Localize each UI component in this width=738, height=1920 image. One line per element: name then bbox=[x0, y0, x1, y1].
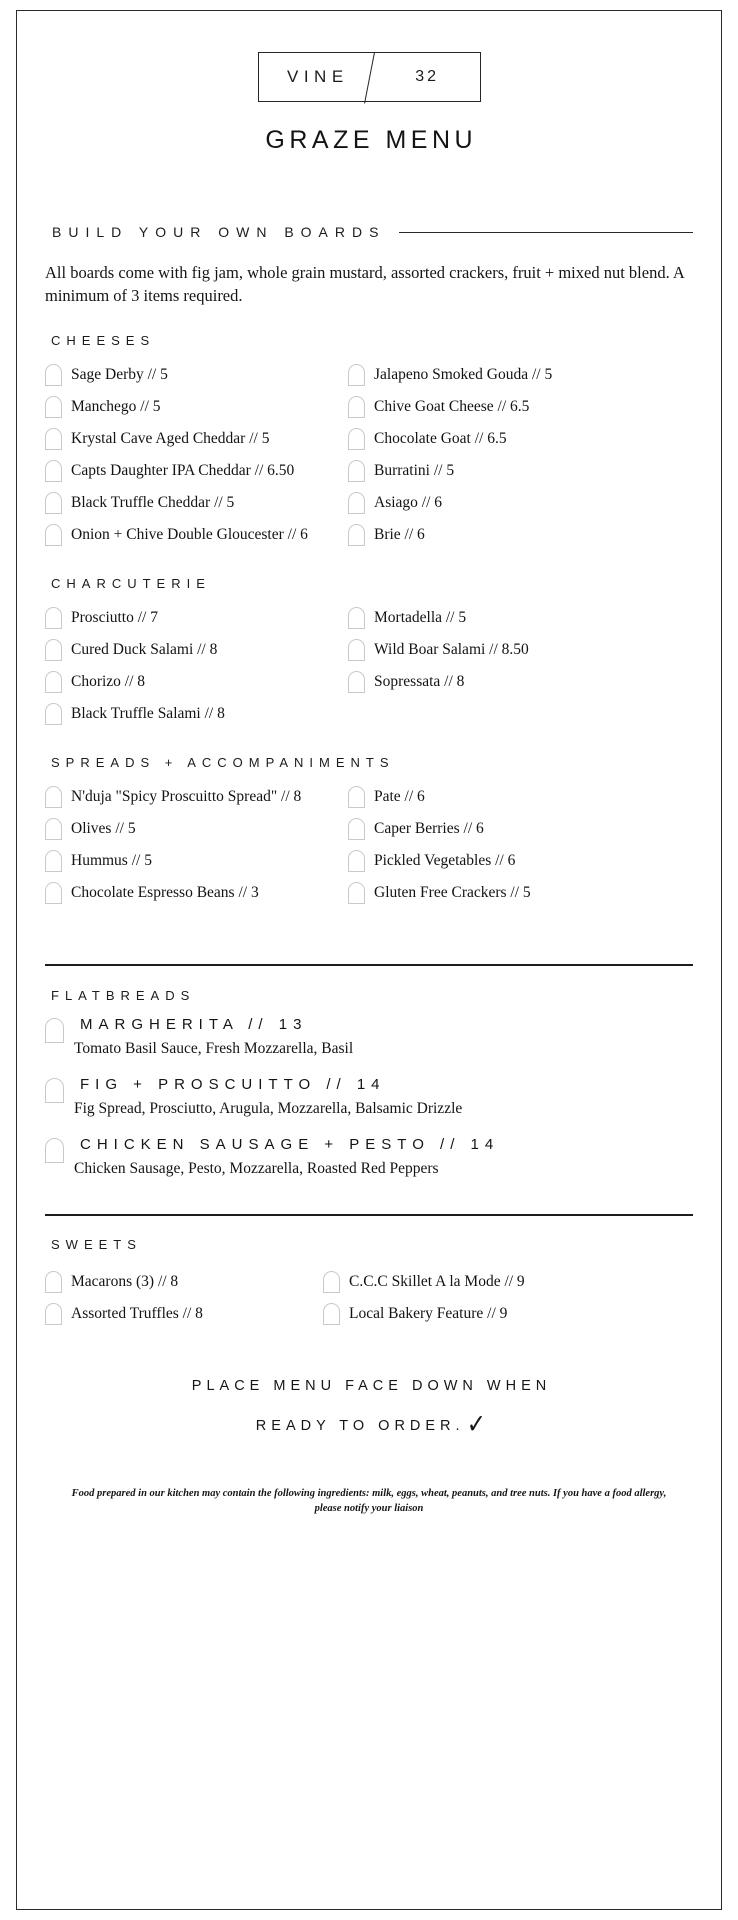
checkbox-arch-icon[interactable] bbox=[45, 1138, 64, 1163]
list-item[interactable] bbox=[348, 423, 693, 455]
subsection-title-cheeses: CHEESES bbox=[51, 332, 156, 348]
logo-box bbox=[258, 52, 481, 102]
menu-sheet bbox=[17, 11, 721, 1909]
checkbox-arch-icon[interactable] bbox=[348, 396, 365, 418]
checkbox-arch-icon[interactable] bbox=[45, 1303, 62, 1325]
item-label: Local Bakery Feature // 9 bbox=[349, 1305, 508, 1323]
item-label: Onion + Chive Double Gloucester // 6 bbox=[71, 526, 308, 544]
logo-name: VINE bbox=[287, 67, 349, 86]
list-item[interactable] bbox=[348, 877, 693, 909]
flatbread-description: Fig Spread, Prosciutto, Arugula, Mozzarella, Balsamic Drizzle bbox=[74, 1099, 463, 1117]
footer-instruction-line2 bbox=[45, 1400, 693, 1450]
list-item[interactable] bbox=[348, 634, 693, 666]
checkbox-arch-icon[interactable] bbox=[348, 460, 365, 482]
checkbox-arch-icon[interactable] bbox=[45, 460, 62, 482]
board-description: All boards come with fig jam, whole grain mustard, assorted crackers, fruit + mixed nut blend. A minimum of 3 items required. bbox=[45, 263, 684, 306]
list-item[interactable] bbox=[348, 602, 693, 634]
list-item[interactable] bbox=[45, 391, 348, 423]
flatbread-name: MARGHERITA // 13 bbox=[80, 1015, 308, 1033]
item-label: Burratini // 5 bbox=[374, 462, 455, 480]
checkbox-arch-icon[interactable] bbox=[348, 818, 365, 840]
list-item[interactable] bbox=[348, 359, 693, 391]
subsection-title-sweets: SWEETS bbox=[51, 1236, 142, 1252]
list-item[interactable] bbox=[45, 1298, 323, 1330]
item-label: Assorted Truffles // 8 bbox=[71, 1305, 203, 1323]
list-item[interactable] bbox=[323, 1298, 693, 1330]
item-label: Sage Derby // 5 bbox=[71, 366, 168, 384]
list-item[interactable] bbox=[348, 455, 693, 487]
checkbox-arch-icon[interactable] bbox=[45, 1018, 64, 1043]
checkbox-arch-icon[interactable] bbox=[45, 1271, 62, 1293]
list-item[interactable] bbox=[45, 813, 348, 845]
item-label: Caper Berries // 6 bbox=[374, 820, 484, 838]
list-item[interactable] bbox=[348, 391, 693, 423]
checkbox-arch-icon[interactable] bbox=[45, 882, 62, 904]
item-label: Capts Daughter IPA Cheddar // 6.50 bbox=[71, 462, 295, 480]
item-label: Chorizo // 8 bbox=[71, 673, 146, 691]
list-item[interactable] bbox=[323, 1266, 693, 1298]
page-border-bottom bbox=[17, 1909, 721, 1910]
checkbox-arch-icon[interactable] bbox=[348, 882, 365, 904]
checkbox-arch-icon[interactable] bbox=[348, 671, 365, 693]
subsection-title-flatbreads: FLATBREADS bbox=[51, 987, 196, 1003]
list-item[interactable] bbox=[45, 1076, 693, 1118]
list-item[interactable] bbox=[45, 359, 348, 391]
checkbox-arch-icon[interactable] bbox=[45, 671, 62, 693]
item-label: Jalapeno Smoked Gouda // 5 bbox=[374, 366, 553, 384]
item-label: Brie // 6 bbox=[374, 526, 425, 544]
item-label: Chocolate Goat // 6.5 bbox=[374, 430, 507, 448]
section-divider bbox=[45, 964, 693, 966]
item-label: Macarons (3) // 8 bbox=[71, 1273, 179, 1291]
item-label: Chocolate Espresso Beans // 3 bbox=[71, 884, 259, 902]
item-label: Krystal Cave Aged Cheddar // 5 bbox=[71, 430, 270, 448]
checkbox-arch-icon[interactable] bbox=[348, 786, 365, 808]
item-label: Pickled Vegetables // 6 bbox=[374, 852, 516, 870]
list-item[interactable] bbox=[45, 845, 348, 877]
logo-number: 32 bbox=[415, 68, 439, 85]
section-title: BUILD YOUR OWN BOARDS bbox=[52, 224, 386, 240]
sweets-item-grid bbox=[45, 1266, 693, 1330]
footer-instruction-line2-text: READY TO ORDER. bbox=[255, 1417, 465, 1434]
header-rule bbox=[399, 232, 693, 233]
list-item[interactable] bbox=[45, 1266, 323, 1298]
item-label: Olives // 5 bbox=[71, 820, 136, 838]
list-item[interactable] bbox=[45, 666, 348, 698]
list-item[interactable] bbox=[348, 666, 693, 698]
spreads-item-grid bbox=[45, 781, 693, 909]
item-label: Black Truffle Cheddar // 5 bbox=[71, 494, 235, 512]
list-item[interactable] bbox=[45, 519, 348, 551]
item-label: Black Truffle Salami // 8 bbox=[71, 705, 225, 723]
list-item[interactable] bbox=[45, 634, 348, 666]
checkbox-arch-icon[interactable] bbox=[45, 639, 62, 661]
checkbox-arch-icon[interactable] bbox=[45, 524, 62, 546]
footer-instruction-line1: PLACE MENU FACE DOWN WHEN bbox=[191, 1377, 552, 1394]
subsection-title-charcuterie: CHARCUTERIE bbox=[51, 575, 211, 591]
flatbread-name: FIG + PROSCUITTO // 14 bbox=[80, 1075, 386, 1093]
list-item[interactable] bbox=[45, 602, 348, 634]
logo-container bbox=[45, 52, 693, 102]
item-label: Gluten Free Crackers // 5 bbox=[374, 884, 531, 902]
charcuterie-item-grid bbox=[45, 602, 693, 730]
list-item[interactable] bbox=[45, 1016, 693, 1058]
checkbox-arch-icon[interactable] bbox=[45, 428, 62, 450]
checkmark-icon: ✓ bbox=[466, 1408, 486, 1439]
footer-instruction bbox=[45, 1373, 693, 1450]
cheese-item-grid bbox=[45, 359, 693, 551]
item-label: N'duja "Spicy Proscuitto Spread" // 8 bbox=[71, 788, 302, 806]
list-item[interactable] bbox=[348, 781, 693, 813]
list-item[interactable] bbox=[45, 698, 348, 730]
flatbread-name: CHICKEN SAUSAGE + PESTO // 14 bbox=[80, 1135, 500, 1153]
checkbox-arch-icon[interactable] bbox=[348, 850, 365, 872]
flatbread-description: Tomato Basil Sauce, Fresh Mozzarella, Basil bbox=[74, 1039, 354, 1057]
list-item[interactable] bbox=[45, 423, 348, 455]
checkbox-arch-icon[interactable] bbox=[45, 1078, 64, 1103]
checkbox-arch-icon[interactable] bbox=[348, 492, 365, 514]
checkbox-arch-icon[interactable] bbox=[348, 524, 365, 546]
checkbox-arch-icon[interactable] bbox=[348, 428, 365, 450]
checkbox-arch-icon[interactable] bbox=[348, 364, 365, 386]
list-item[interactable] bbox=[348, 519, 693, 551]
list-item[interactable] bbox=[45, 781, 348, 813]
list-item[interactable] bbox=[45, 877, 348, 909]
list-item[interactable] bbox=[348, 813, 693, 845]
item-label: Sopressata // 8 bbox=[374, 673, 465, 691]
checkbox-arch-icon[interactable] bbox=[45, 786, 62, 808]
checkbox-arch-icon[interactable] bbox=[323, 1303, 340, 1325]
checkbox-arch-icon[interactable] bbox=[348, 607, 365, 629]
flatbread-list bbox=[45, 1016, 693, 1178]
item-label: Prosciutto // 7 bbox=[71, 609, 158, 627]
list-item[interactable] bbox=[45, 455, 348, 487]
checkbox-arch-icon[interactable] bbox=[45, 607, 62, 629]
list-item[interactable] bbox=[45, 1136, 693, 1178]
item-label: Manchego // 5 bbox=[71, 398, 161, 416]
checkbox-arch-icon[interactable] bbox=[45, 364, 62, 386]
section-divider bbox=[45, 1214, 693, 1216]
checkbox-arch-icon[interactable] bbox=[323, 1271, 340, 1293]
checkbox-arch-icon[interactable] bbox=[348, 639, 365, 661]
item-label: Mortadella // 5 bbox=[374, 609, 467, 627]
flatbread-description: Chicken Sausage, Pesto, Mozzarella, Roasted Red Peppers bbox=[74, 1159, 439, 1177]
item-label: Pate // 6 bbox=[374, 788, 425, 806]
checkbox-arch-icon[interactable] bbox=[45, 396, 62, 418]
page-title: GRAZE MENU bbox=[265, 126, 478, 154]
list-item[interactable] bbox=[348, 487, 693, 519]
item-label: Wild Boar Salami // 8.50 bbox=[374, 641, 529, 659]
checkbox-arch-icon[interactable] bbox=[45, 850, 62, 872]
section-header-build-your-own-boards bbox=[45, 224, 693, 240]
checkbox-arch-icon[interactable] bbox=[45, 492, 62, 514]
item-label: C.C.C Skillet A la Mode // 9 bbox=[349, 1273, 525, 1291]
item-label: Hummus // 5 bbox=[71, 852, 152, 870]
list-item[interactable] bbox=[348, 845, 693, 877]
list-item[interactable] bbox=[45, 487, 348, 519]
item-label: Cured Duck Salami // 8 bbox=[71, 641, 218, 659]
checkbox-arch-icon[interactable] bbox=[45, 703, 62, 725]
item-label: Asiago // 6 bbox=[374, 494, 443, 512]
item-label: Chive Goat Cheese // 6.5 bbox=[374, 398, 530, 416]
allergen-disclaimer: Food prepared in our kitchen may contain the following ingredients: milk, eggs, wheat, peanuts, and tree nuts. If you have a food allergy, please notify your liaison bbox=[71, 1487, 667, 1515]
checkbox-arch-icon[interactable] bbox=[45, 818, 62, 840]
subsection-title-spreads: SPREADS + ACCOMPANIMENTS bbox=[51, 754, 395, 770]
